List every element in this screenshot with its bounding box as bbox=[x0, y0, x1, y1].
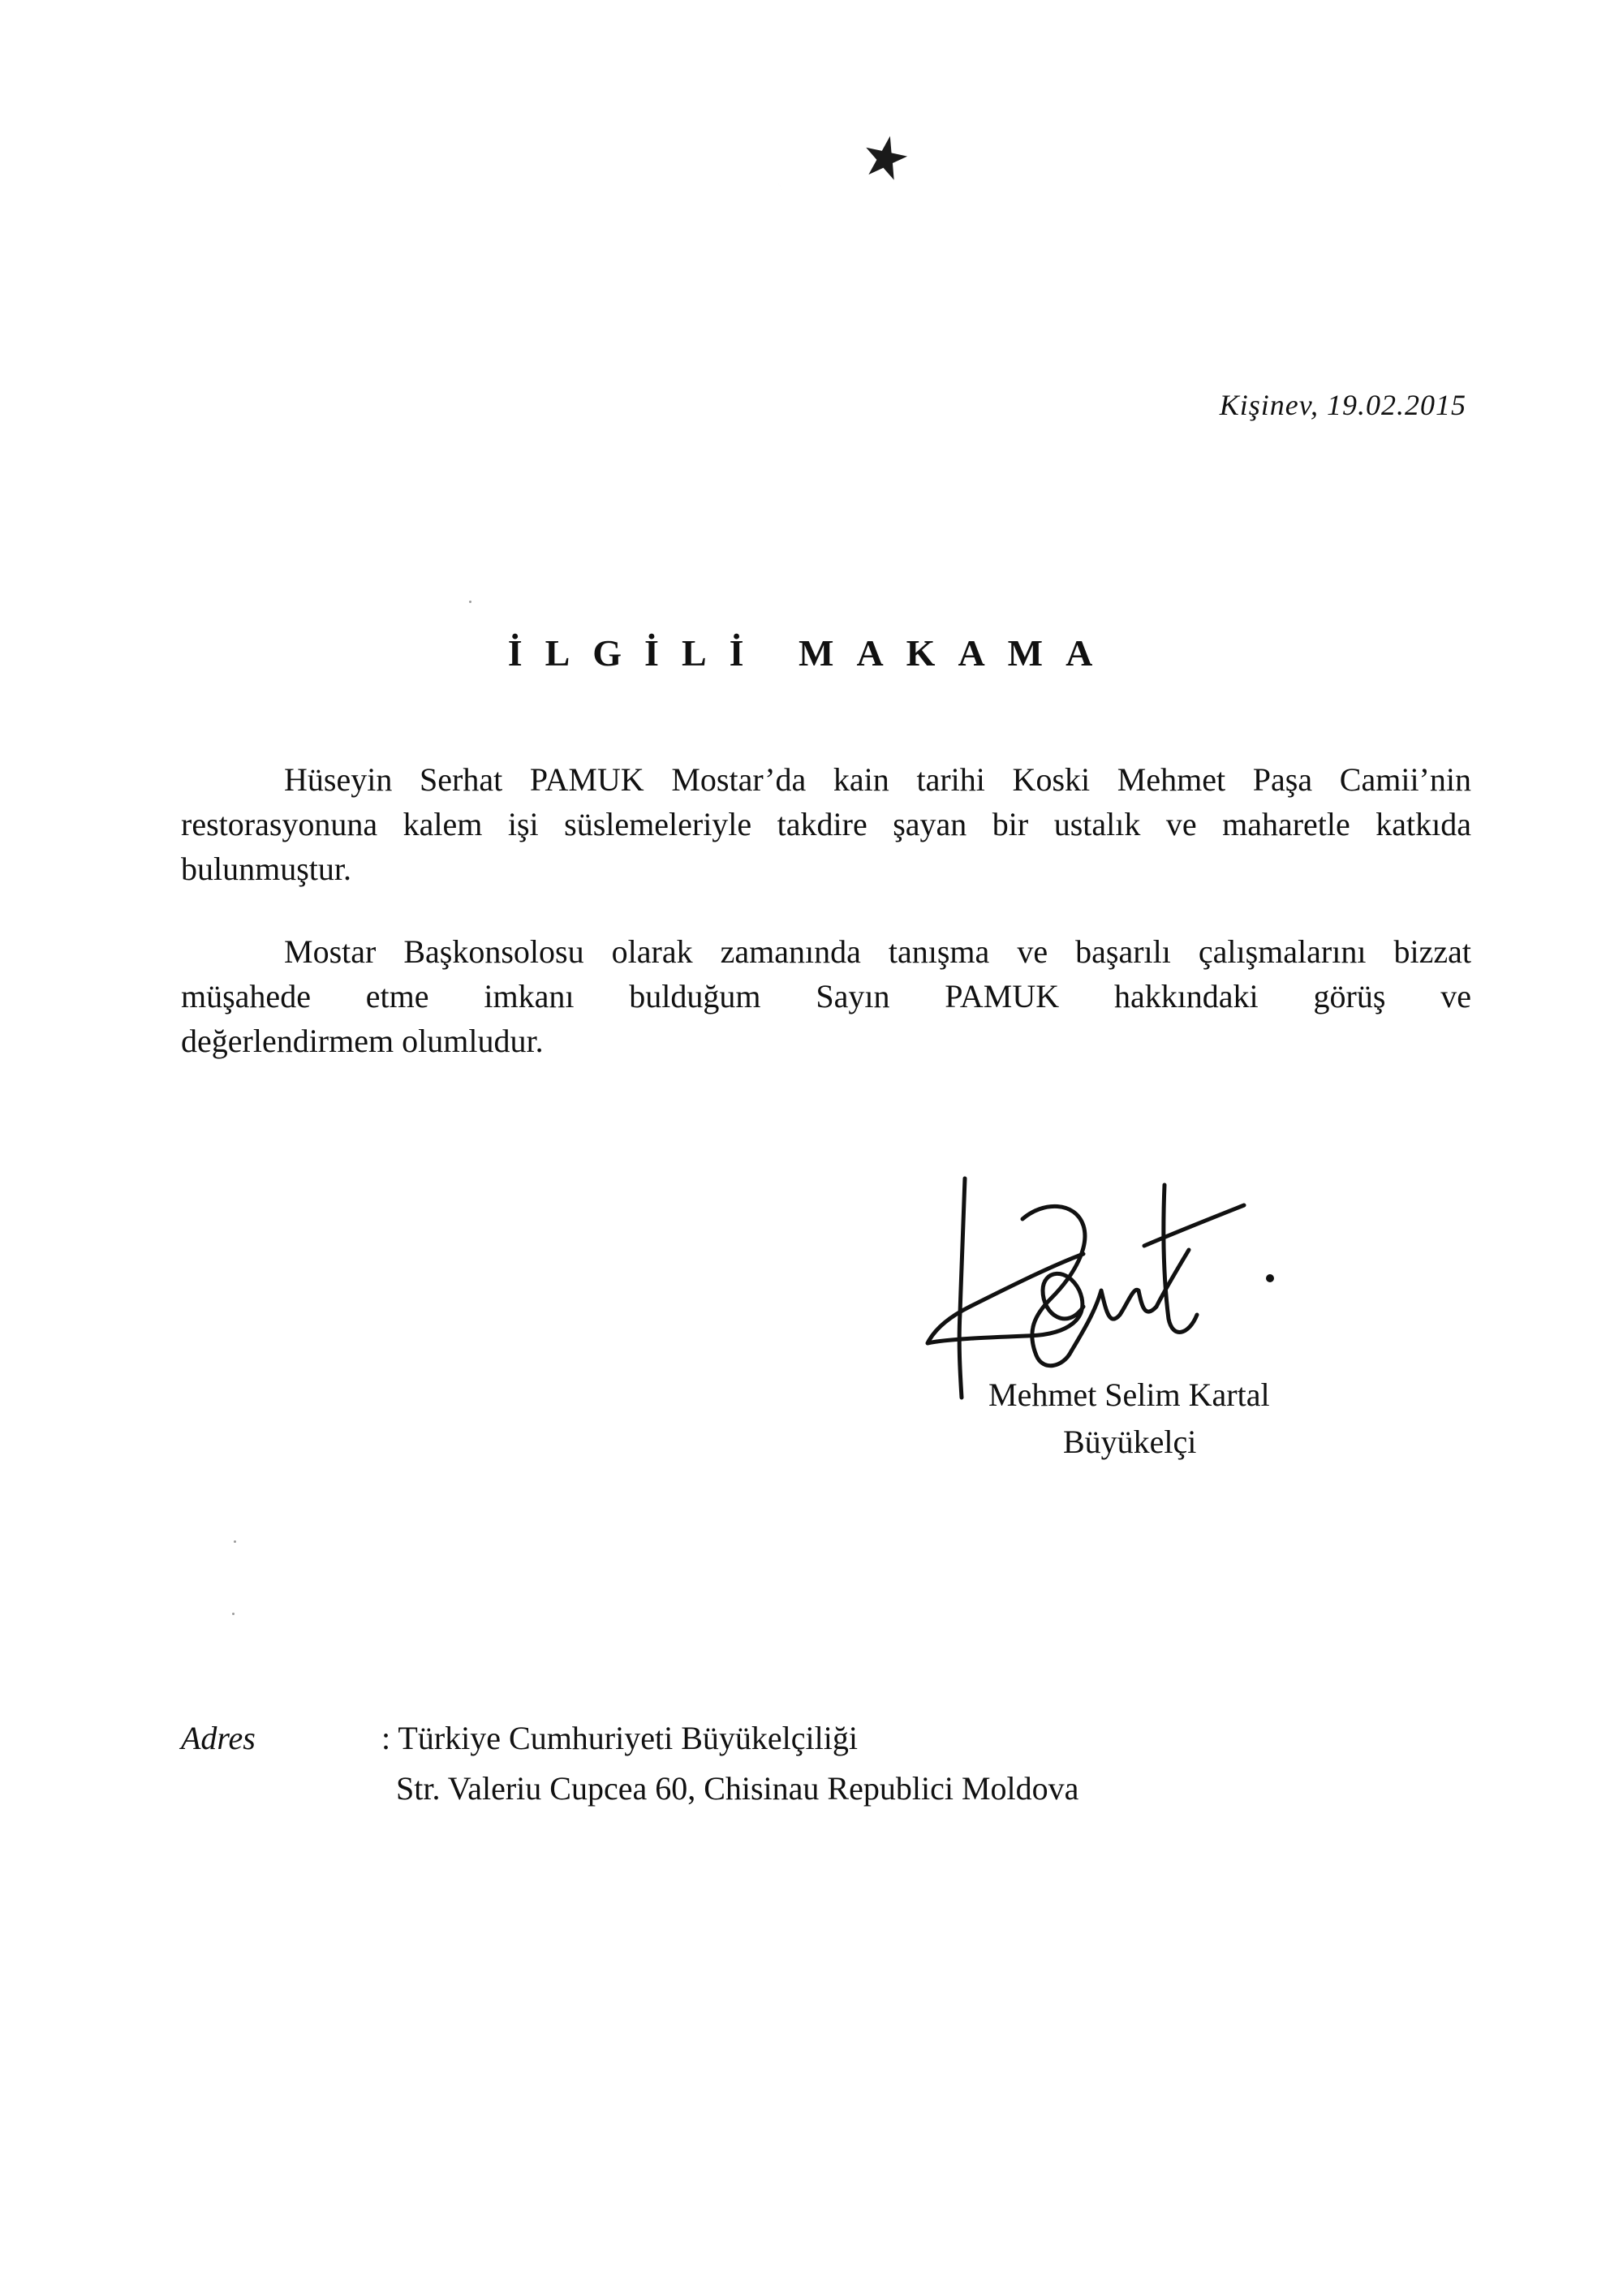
paragraph-1-line-2: restorasyonuna kalem işi süslemeleriyle takdire şayan bir ustalık ve maharetle katkıda bbox=[181, 806, 1471, 842]
paragraph-2-line-1: Mostar Başkonsolosu olarak zamanında tanışma ve başarılı çalışmalarını bizzat bbox=[284, 933, 1471, 970]
paragraph-1-line-1: Hüseyin Serhat PAMUK Mostar’da kain tarihi Koski Mehmet Paşa Camii’nin bbox=[284, 761, 1471, 798]
paper-speck bbox=[232, 1613, 235, 1615]
body-paragraph-1 bbox=[181, 757, 1471, 891]
address-label: Adres bbox=[181, 1720, 256, 1756]
paragraph-2-line-3: değerlendirmem olumludur. bbox=[181, 1023, 544, 1059]
signer-title: Büyükelçi bbox=[1063, 1424, 1197, 1460]
address-line-1: : Türkiye Cumhuriyeti Büyükelçiliği bbox=[381, 1720, 858, 1756]
paragraph-2-line-2: müşahede etme imkanı bulduğum Sayın PAMUK hakkındaki görüş ve bbox=[181, 978, 1471, 1014]
address-line-2: Str. Valeriu Cupcea 60, Chisinau Republici Moldova bbox=[396, 1770, 1079, 1807]
crescent-and-star-icon bbox=[726, 93, 921, 231]
paper-speck bbox=[234, 1540, 236, 1543]
date-line: Kişinev, 19.02.2015 bbox=[1219, 389, 1466, 421]
signer-name: Mehmet Selim Kartal bbox=[988, 1376, 1270, 1413]
paragraph-1-line-3: bulunmuştur. bbox=[181, 851, 352, 887]
handwritten-signature-icon bbox=[921, 1169, 1278, 1404]
body-paragraph-2 bbox=[181, 929, 1471, 1063]
paper-speck bbox=[469, 601, 471, 603]
letter-heading: İLGİLİ MAKAMA bbox=[507, 632, 1116, 674]
